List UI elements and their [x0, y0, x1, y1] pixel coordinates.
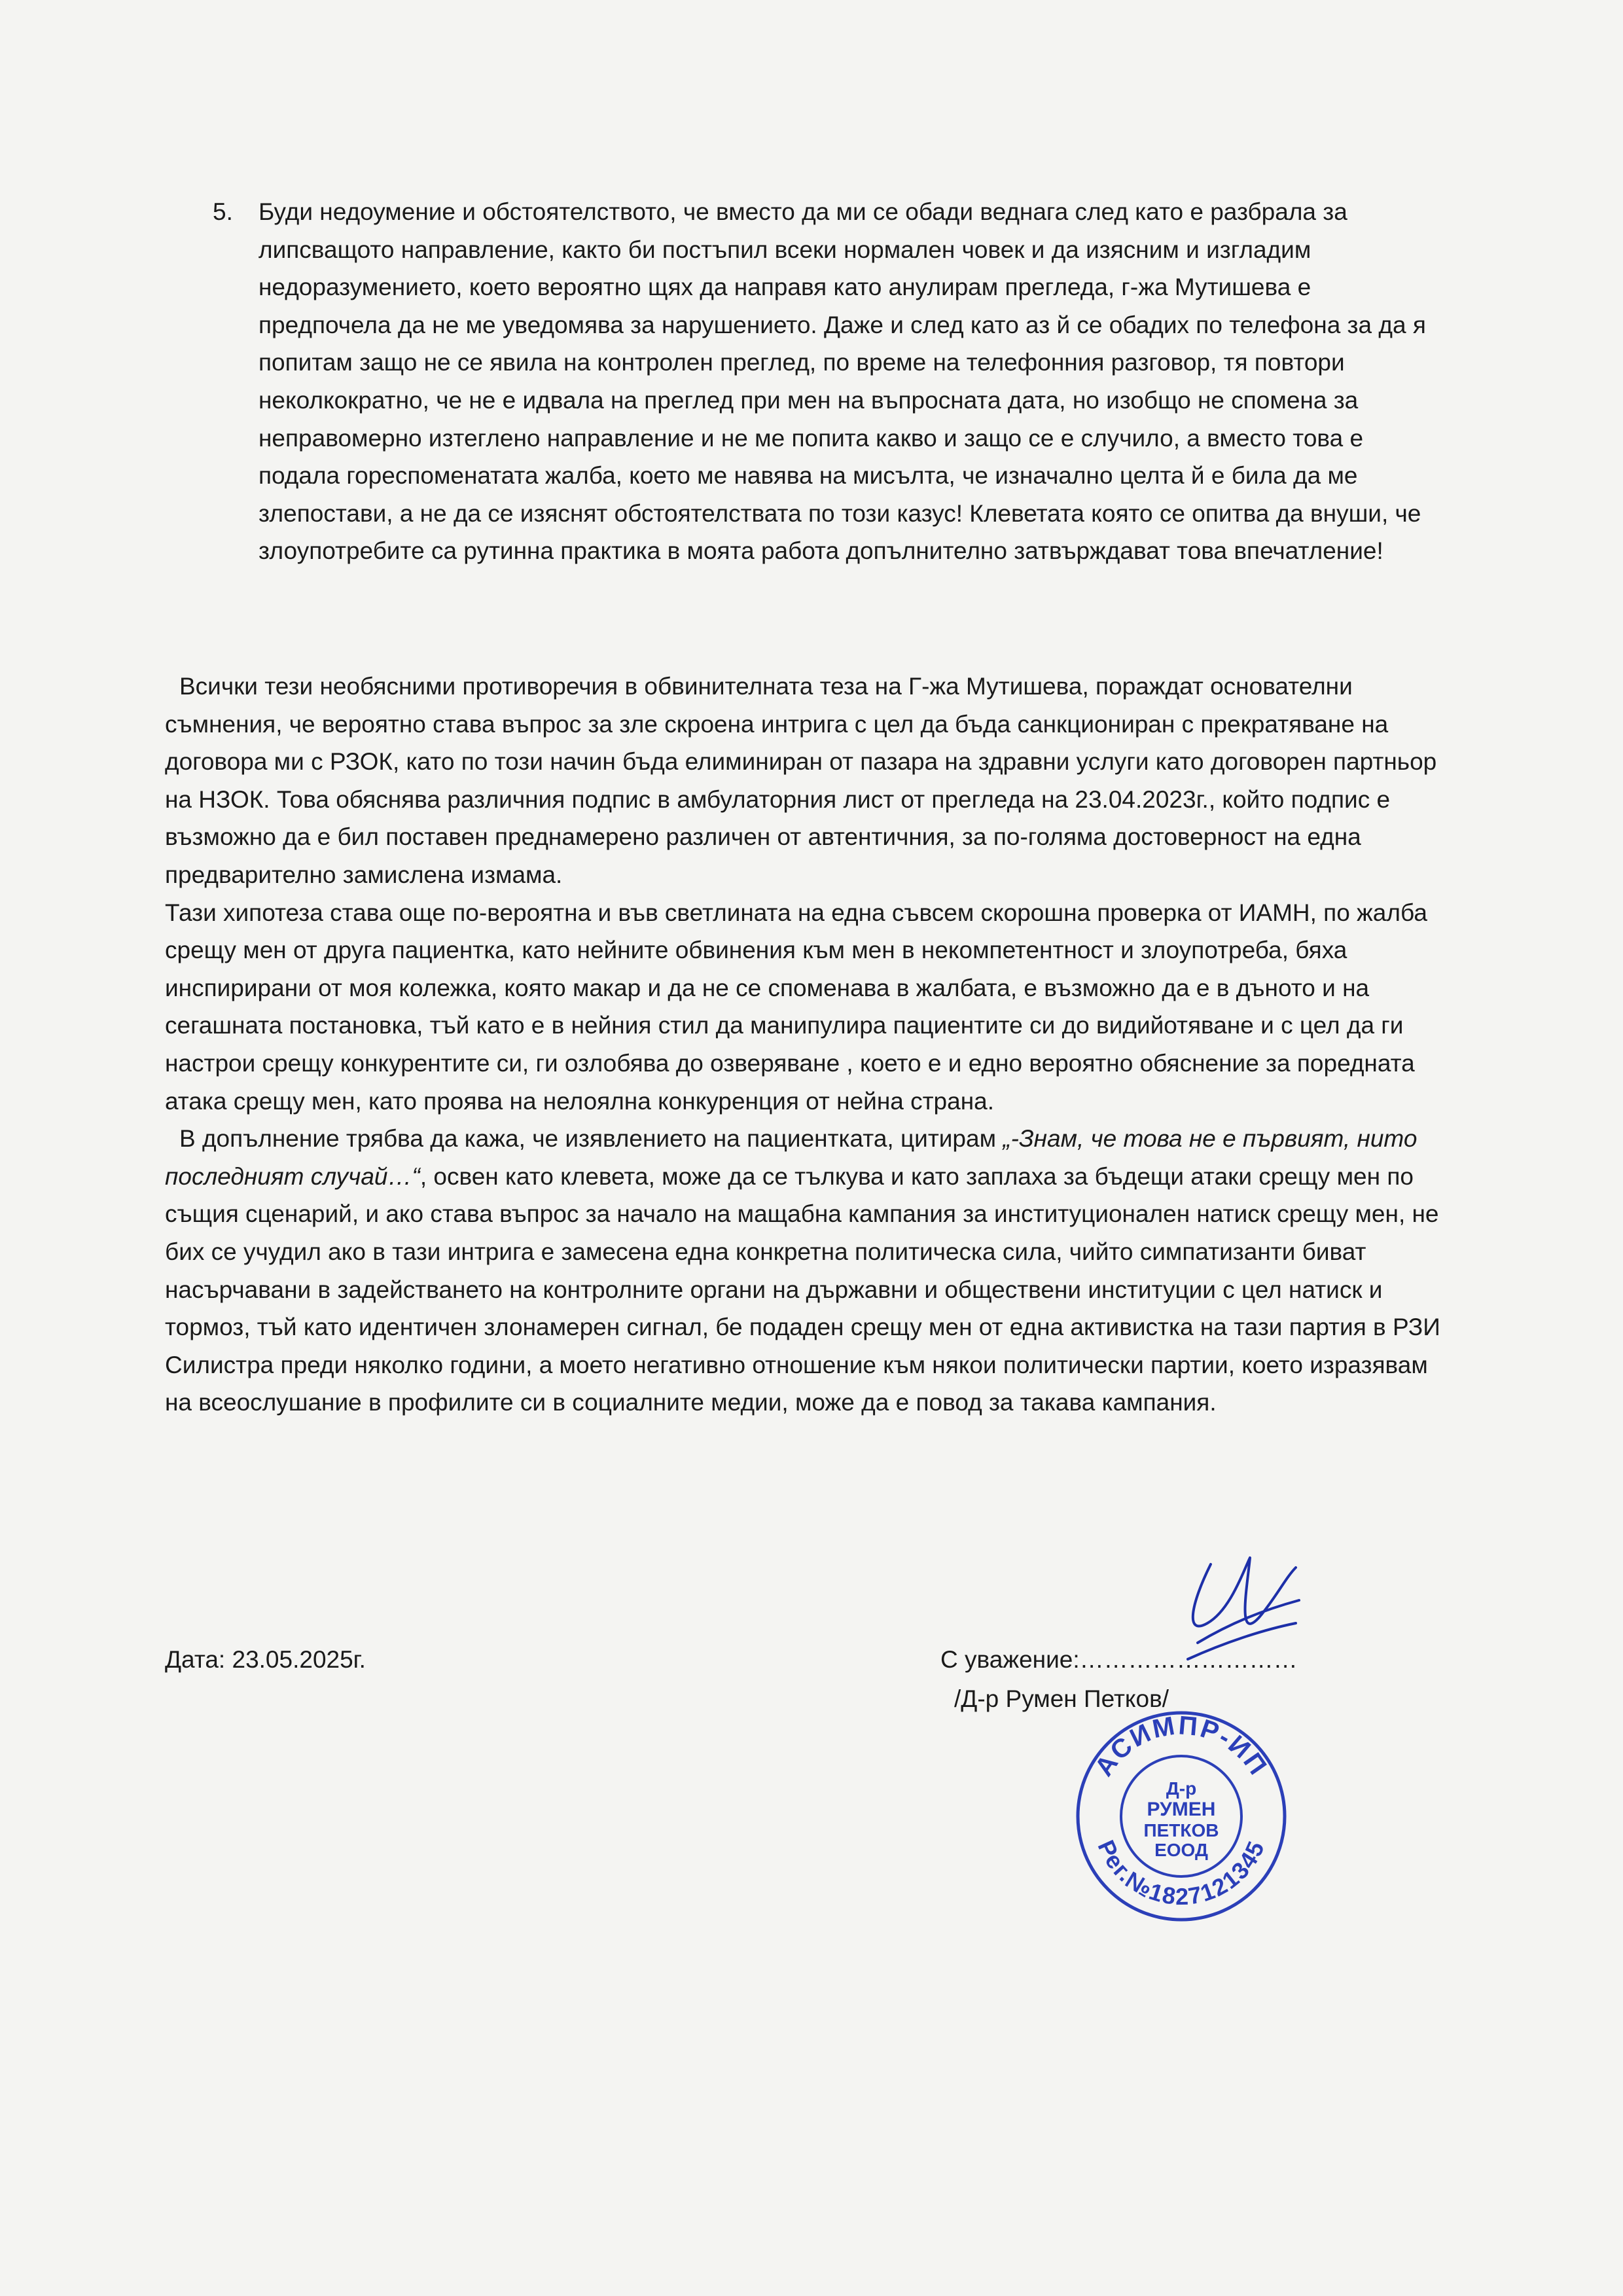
- paragraph-contradictions: Всички тези необясними противоречия в обвинителната теза на Г-жа Мутишева, пораждат основателни съмнения, че вероятно става въпрос за зле скроена интрига с цел да бъда санкциониран с прекратяване на договора ми с РЗОК, като по този начин бъда елиминиран от пазара на здравни услуги като договорен партньор на НЗОК. Това обяснява различния подпис в амбулаторния лист от прегледа на 23.04.2023г., който подпис е възможно да е бил поставен преднамерено различен от автентичния, за по-голяма достоверност на една предварително замислена измама.: [165, 673, 1437, 888]
- paragraph-addition-end: , освен като клевета, може да се тълкува и като заплаха за бъдещи атаки срещу мен по същия сценарий, и ако става въпрос за начало на мащабна кампания за институционален натиск срещу мен, не бих се учудил ако в тази интрига е замесена една конкретна политическа сила, чийто симпатизанти биват насърчавани в задействането на контролните органи на държавни и обществени институции с цел натиск и тормоз, тъй като идентичен злонамерен сигнал, бе подаден срещу мен от една активистка на тази партия в РЗИ Силистра преди няколко години, а моето негативно отношение към някои политически партии, което изразявам на всеослушание в профилите си в социалните медии, може да е повод за такава кампания.: [165, 1162, 1440, 1416]
- paragraph-addition: [165, 1120, 1441, 1422]
- seal-reg-text: Рег.№1827121345: [1092, 1836, 1270, 1910]
- seal-line-4: ЕООД: [1154, 1840, 1208, 1860]
- company-seal: [1073, 1708, 1289, 1924]
- list-item-text: Буди недоумение и обстоятелството, че вместо да ми се обади веднага след като е разбрала за липсващото направление, както би постъпил всеки нормален човек и да изясним и изгладим недоразумението, което вероятно щях да направя като анулирам прегледа, г-жа Мутишева е предпочела да не ме уведомява за нарушението. Даже и след като аз й се обадих по телефона за да я попитам защо не се явила на контролен преглед, по време на телефонния разговор, тя повтори неколкократно, че не е идвала на преглед при мен на въпросната дата, но изобщо не спомена за неправомерно изтеглено направление и не ме попита какво и защо се е случило, а вместо това е подала гореспоменатата жалба, което ме навява на мисълта, че изначално целта й е била да ме злепостави, а не да се изяснят обстоятелствата по този казус! Клеветата която се опитва да внуши, че злоупотребите са рутинна практика в моята работа допълнително затвърждават това впечатление!: [259, 198, 1426, 565]
- regards-line: С уважение:………………………: [940, 1646, 1298, 1673]
- seal-line-2: РУМЕН: [1147, 1799, 1216, 1820]
- body-text: [165, 668, 1441, 1422]
- seal-outer-text: АСИМПР-ИП: [1089, 1711, 1274, 1782]
- seal-line-1: Д-р: [1166, 1778, 1197, 1799]
- svg-text:АСИМПР-ИП: [1090, 1711, 1274, 1781]
- list-number: 5.: [213, 198, 233, 225]
- seal-line-3: ПЕТКОВ: [1143, 1820, 1219, 1840]
- patient-quote: „-Знам, че това не е първият, нито последният случай…“: [165, 1125, 1418, 1190]
- document-date: Дата: 23.05.2025г.: [165, 1646, 366, 1673]
- handwritten-signature: [1171, 1545, 1302, 1676]
- signer-name: /Д-р Румен Петков/: [954, 1685, 1169, 1712]
- paragraph-addition-start: В допълнение трябва да кажа, че изявлението на пациентката, цитирам: [179, 1125, 1003, 1153]
- paragraph-hypothesis: Тази хипотеза става още по-вероятна и във светлината на една съвсем скорошна проверка от ИАМН, по жалба срещу мен от друга пациентка, като нейните обвинения към мен в некомпетентност и злоупотреба, бяха инспирирани от моя колежка, която макар и да не се споменава в жалбата, е възможно да е в дъното и на сегашната постановка, тъй като е в нейния стил да манипулира пациентите си до видийотяване и с цел да ги настрои срещу конкурентите си, ги озлобява до озверяване , което е и едно вероятно обяснение за поредната атака срещу мен, като проява на нелоялна конкуренция от нейна страна.: [165, 899, 1427, 1115]
